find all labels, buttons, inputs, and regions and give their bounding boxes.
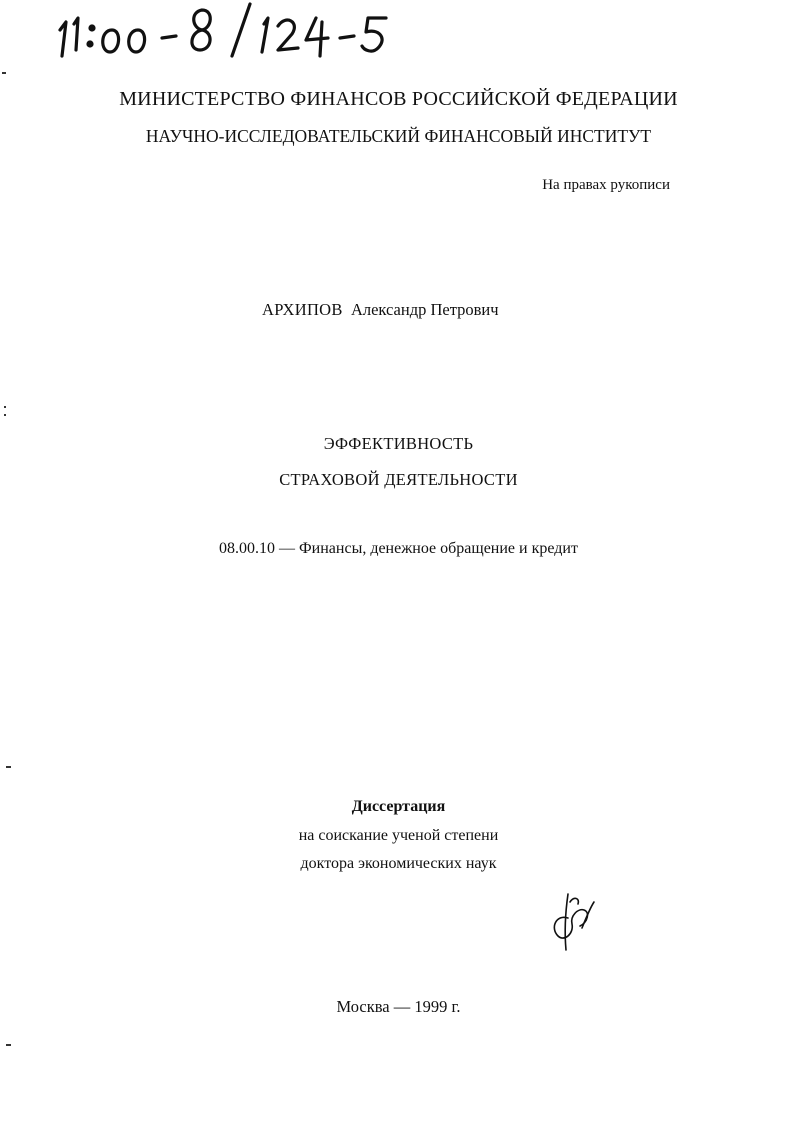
- dissertation-label: Диссертация: [351, 798, 446, 815]
- scan-mark: [2, 72, 6, 74]
- specialty-code: 08.00.10 — Финансы, денежное обращение и кредит: [219, 540, 578, 557]
- author-given-names: Александр Петрович: [350, 300, 499, 319]
- scan-mark: [4, 414, 6, 416]
- author-name: [262, 300, 499, 320]
- author-surname: АРХИПОВ: [262, 300, 343, 319]
- title-line-2: СТРАХОВОЙ ДЕЯТЕЛЬНОСТИ: [279, 470, 518, 489]
- manuscript-note: На правах рукописи: [542, 177, 670, 193]
- handwritten-archive-code: [52, 0, 392, 60]
- title-line-1: ЭФФЕКТИВНОСТЬ: [323, 434, 474, 453]
- scan-mark: [6, 1044, 11, 1046]
- handwritten-signature-icon: [548, 888, 596, 960]
- ministry-heading: МИНИСТЕРСТВО ФИНАНСОВ РОССИЙСКОЙ ФЕДЕРАЦИИ: [119, 88, 678, 110]
- scan-mark: [4, 406, 6, 408]
- scan-mark: [6, 766, 11, 768]
- institute-heading: НАУЧНО-ИССЛЕДОВАТЕЛЬСКИЙ ФИНАНСОВЫЙ ИНСТИТУТ: [145, 126, 652, 146]
- degree-line-1: на соискание ученой степени: [298, 827, 499, 844]
- degree-line-2: доктора экономических наук: [300, 855, 497, 872]
- city-year: Москва — 1999 г.: [336, 997, 461, 1016]
